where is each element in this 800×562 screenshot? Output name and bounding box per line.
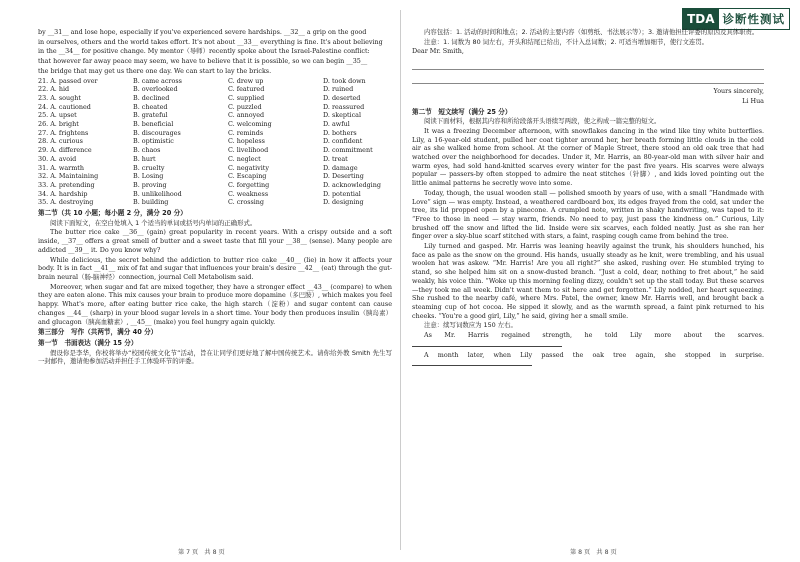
option-item: B. Losing — [133, 172, 164, 181]
option-item: D. potential — [323, 189, 361, 198]
option-item: 22. A. hid — [38, 85, 70, 94]
option-item: C. annoyed — [228, 111, 265, 120]
option-item: 34. A. hardship — [38, 189, 88, 198]
story-paragraph: Lily turned and gasped. Mr. Harris was leaning heavily against the trunk, his shoulders hunched, his face as pale as the snow on the ground. His hands, usually steady as he knit, were trembling, and his usual woolen hat was askew. “Mr. Harris! Are you all right?” she asked, rushing over. He stumbled trying to stand, so she helped him sit on a snow-dusted branch. “Just a cold, dear, nothing to fret about,” he said weakly, his voice thin. “Woke up this morning feeling dizzy, couldn't set up the stall today. But these scarves—they took me all week. Didn't want them to sit here and get forgotten.” Lily nodded, her heart squeezing. She rushed to the nearby café, where Mrs. Patel, the owner, knew Mr. Harris well, and brought back a steaming cup of hot cocoa. He sipped it slowly, and as the warmth spread, a faint pink returned to his cheeks. “You're a good girl, Lily,” he said, giving her a small smile. — [412, 242, 764, 320]
continuation-prompt-2: A month later, when Lily passed the oak tree again, she stopped in surprise. — [412, 351, 764, 369]
passage-line: by __31__ and lose hope, especially if you've experienced severe hardships. __32__ a grip on the good — [38, 28, 367, 36]
option-item: B. beneficial — [133, 120, 174, 129]
passage-line: in ourselves, others and the world takes effort. It's not about __33__ everything is fine. It's about believing — [38, 37, 383, 46]
answer-blank[interactable] — [412, 340, 562, 347]
passage-line: the bridge that may get us there one day. We can start to lay the bricks. — [38, 66, 272, 75]
email-closing: Yours sincerely, — [713, 87, 764, 96]
answer-blank[interactable] — [412, 359, 532, 366]
option-item: D. awful — [323, 120, 350, 129]
option-item: C. forgetting — [228, 180, 270, 189]
passage-line: in the __34__ for positive change. My mentor（导师）recently spoke about the Israel-Palestine conflict: — [38, 47, 370, 56]
option-item: C. neglect — [228, 154, 261, 163]
option-item: C. livelihood — [228, 146, 269, 155]
right-page — [412, 28, 764, 370]
left-page — [38, 28, 392, 367]
option-item: 31. A. warmth — [38, 163, 84, 172]
option-item: 35. A. destroying — [38, 198, 94, 207]
part-title: 第三部分 写作（共两节，满分 40 分） — [38, 328, 158, 337]
option-item: C. reminds — [228, 128, 264, 137]
writing-note: 注意：1. 词数为 80 词左右，开头和结尾已给出，不计入总词数；2. 可适当增加细节，使行文连贯。 — [424, 37, 709, 46]
option-item: C. supplied — [228, 93, 265, 102]
option-item: 30. A. avoid — [38, 154, 77, 163]
email-salutation: Dear Mr. Smith, — [412, 47, 464, 56]
option-item: D. treat — [323, 154, 348, 163]
option-item: 23. A. sought — [38, 93, 81, 102]
option-item: D. bothers — [323, 128, 357, 137]
option-item: 32. A. Maintaining — [38, 172, 99, 181]
option-item: B. came across — [133, 76, 182, 85]
cloze-paragraph: While delicious, the secret behind the addiction to butter rice cake __40__ (lie) in how it affects your body. It is in fact __41__ mix of fat and sugar that influences your brain's desire __42__ (eat) through the gut-brain neural（肠-脑神经）connection, journal Cell Metabolism said. — [38, 255, 392, 281]
option-item: B. chaos — [133, 146, 161, 155]
option-item: 24. A. cautioned — [38, 102, 91, 111]
option-item: B. building — [133, 198, 169, 207]
option-item: B. discourages — [133, 128, 181, 137]
option-item: B. cruelty — [133, 163, 165, 172]
badge-logo: TDA — [683, 9, 718, 29]
option-item: B. overlooked — [133, 85, 178, 94]
option-item: D. deserted — [323, 93, 361, 102]
option-item: 27. A. frightens — [38, 128, 89, 137]
tda-badge — [682, 8, 790, 30]
story-paragraph: Today, though, the usual wooden stall — polished smooth by years of use, with a small “Handmade with Love” sign — was empty. Instead, a weathered cardboard box, its edges frayed from the cold, sat under the tree, its lid propped open by a pinecone. A crumpled note, written in shaky handwriting, was taped to it: “Free to those in need — stay warm, friends. No need to pay, just pass the kindness on.” Curious, Lily brushed off the snow and lifted the lid. Inside were six scarves, each folded neatly. Just as she ran her finger over a sky-blue scarf stitched with stars, a faint, rasping cough came from behind the tree. — [412, 188, 764, 241]
cloze-paragraph: Moreover, when sugar and fat are mixed together, they have a stronger effect __43__ (compare) to when they are eaten alone. This mix causes your brain to produce more dopamine（多巴胺）, which makes you feel happy. What's more, after eating butter rice cake, the high starch（淀粉）and sugar content can cause changes __44__ (sharp) in your blood sugar levels in a short time. Your body then produces insulin（胰岛素）and glucagon（胰高血糖素）, __45__ (make) you feel hungry again quickly. — [38, 282, 392, 326]
passage-line: that however far away peace may seem, we have to believe that it is possible, so we can begin __35__ — [38, 57, 368, 66]
option-item: 21. A. passed over — [38, 76, 98, 85]
answer-line[interactable] — [412, 57, 764, 70]
option-item: C. puzzled — [228, 102, 262, 111]
option-item: D. skeptical — [323, 111, 362, 120]
cloze-paragraph: The butter rice cake __36__ (gain) great popularity in recent years. With a crispy outside and a soft inside, __37__ offers a great smell of butter and a sweet taste that fill your __38__ (sense). Many people are addicted __39__ it. Do you know why? — [38, 228, 392, 254]
option-item: D. ruined — [323, 85, 354, 94]
option-item: B. declined — [133, 93, 170, 102]
option-item: C. featured — [228, 85, 265, 94]
option-item: 25. A. upset — [38, 111, 77, 120]
option-item: D. acknowledging — [323, 180, 381, 189]
option-item: B. optimistic — [133, 137, 174, 146]
options-grid — [38, 77, 392, 208]
page-number: 第 7 页 共 8 页 — [178, 549, 225, 556]
option-item: B. hurt — [133, 154, 156, 163]
section-title: 第一节 书面表达（满分 15 分） — [38, 338, 138, 347]
option-item: 29. A. difference — [38, 146, 92, 155]
option-item: C. hopeless — [228, 137, 265, 146]
option-item: C. welcoming — [228, 120, 272, 129]
option-item: 26. A. bright — [38, 120, 79, 129]
option-item: D. took down — [323, 76, 366, 85]
option-item: D. damage — [323, 163, 358, 172]
badge-title: 诊断性测试 — [722, 12, 785, 26]
page-number: 第 8 页 共 8 页 — [570, 549, 617, 556]
option-item: 28. A. curious — [38, 137, 83, 146]
writing-task: 假设你是李华，你校将举办“校园传统文化节”活动，旨在让同学们更好地了解中国传统艺术。请你给外教 Smith 先生写一封邮件，邀请他参加活动并担任手工体验环节的评委。 — [38, 348, 392, 366]
option-item: B. proving — [133, 180, 167, 189]
option-item: B. grateful — [133, 111, 168, 120]
section-instruction: 阅读下面短文，在空白处填入 1 个适当的单词或括号内单词的正确形式。 — [50, 218, 257, 227]
option-item: B. unlikelihood — [133, 189, 182, 198]
option-item: C. weakness — [228, 189, 269, 198]
option-item: D. designing — [323, 198, 364, 207]
passage-fragment — [38, 28, 392, 76]
option-item: C. drew up — [228, 76, 264, 85]
content-requirements: 内容包括：1. 活动的时间和地点；2. 活动的主要内容（如剪纸、书法展示等）；3. 邀请他担任评委的原因及具体职责。 — [424, 28, 759, 36]
option-item: B. cheated — [133, 102, 168, 111]
option-item: D. commitment — [323, 146, 373, 155]
option-item: D. confident — [323, 137, 363, 146]
story-paragraph: It was a freezing December afternoon, with snowflakes dancing in the wind like tiny white butterflies. Lily, a 16-year-old student, pulled her coat tighter around her, her breath forming little clouds in the cold air as she walked home from school. At the corner of Maple Street, there stood an old oak tree that had watched over the neighborhood for decades. Under it, Mr. Harris, an 80-year-old man with silver hair and warm eyes, had sold hand-knitted scarves every winter for the past five years. His scarves were always popular — passers-by often stopped to admire the neat stitches（针脚）, and kids loved pointing out the little animal patterns he secretly wove into some. — [412, 126, 764, 188]
continuation-note: 注意：续写词数应为 150 左右。 — [424, 321, 517, 330]
option-item: C. Escaping — [228, 172, 267, 181]
option-item: D. Deserting — [323, 172, 364, 181]
option-item: C. negativity — [228, 163, 269, 172]
section-instruction: 阅读下面材料，根据其内容和所给段落开头语续写两段，使之构成一篇完整的短文。 — [424, 117, 661, 126]
option-item: 33. A. pretending — [38, 180, 95, 189]
option-item: C. crossing — [228, 198, 265, 207]
email-signature: Li Hua — [742, 96, 764, 105]
continuation-prompt-1: As Mr. Harris regained strength, he told Lily more about the scarves. — [412, 331, 764, 349]
answer-line[interactable] — [412, 71, 764, 84]
section-title: 第二节 短文续写（满分 25 分） — [412, 107, 512, 116]
section-title: 第二节（共 10 小题；每小题 2 分，满分 20 分） — [38, 209, 187, 218]
option-item: D. reassured — [323, 102, 365, 111]
